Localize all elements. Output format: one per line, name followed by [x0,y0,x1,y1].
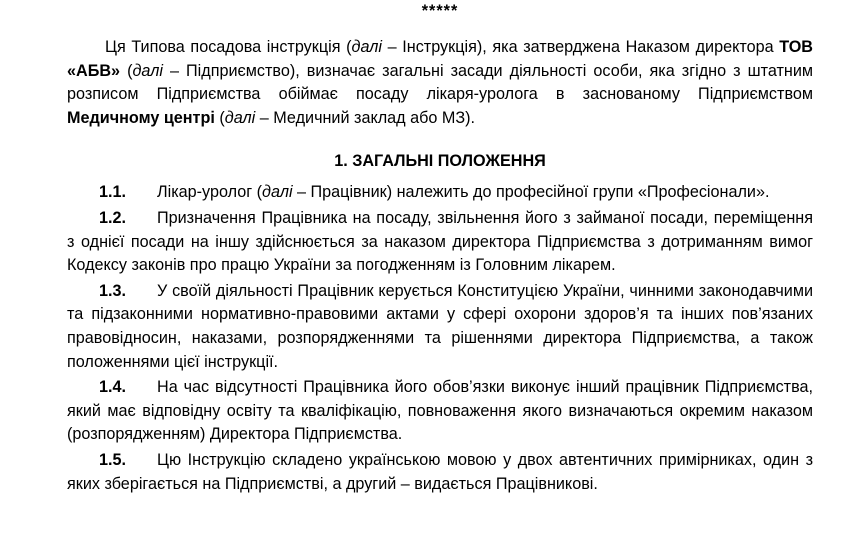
clause-1-5 [67,449,813,496]
clause-1-2 [67,207,813,278]
clause-number: 1.4. [99,378,127,397]
clause-text: У своїй діяльності Працівник керується Конституцією України, чинними законодавчими та підзаконними нормативно-правовими актами у сфері охорони здоров’я та інших пов’язаних правовідносин, наказами, розпорядженнями та рішеннями директора Підприємства, а також положеннями цієї інструкції. [67,281,813,371]
intro-text: – Медичний заклад або МЗ). [255,108,476,127]
intro-paragraph [67,36,813,130]
clause-text: Призначення Працівника на посаду, звільнення його з займаної посади, переміщення з однієї посади на іншу здійснюється за наказом директора Підприємства з дотриманням вимог Кодексу законів про працю України за погодженням із Головним лікарем. [67,208,813,275]
intro-text: Ця Типова посадова інструкція ( [105,38,352,56]
clause-text: На час відсутності Працівника його обов’язки виконує інший працівник Підприємства, який має відповідну освіту та кваліфікацію, повноваження якого визначаються окремим наказом (розпорядженням) Директора Підприємства. [67,378,813,444]
clause-dali: далі [262,183,293,202]
section-heading: 1. ЗАГАЛЬНІ ПОЛОЖЕННЯ [334,152,546,171]
intro-dali: далі [224,108,256,127]
company-name: ТОВ «АБВ» [67,38,813,80]
clause-text: Лікар-уролог ( [157,183,263,202]
clause-number: 1.3. [99,281,127,300]
clause-1-1 [67,181,813,205]
clause-text: Цю Інструкцію складено українською мовою у двох автентичних примірниках, один з яких зберігається на Підприємстві, а другий – видається Працівникові. [67,450,813,493]
clause-1-4 [67,376,813,447]
clause-text: – Працівник) належить до професійної групи «Професіонали». [292,183,770,202]
document-page [67,0,813,498]
intro-dali: далі [351,38,382,56]
intro-text: – Інструкція), яка затверджена Наказом директора [382,38,780,56]
medical-center-name: Медичному центрі [67,108,215,127]
separator-stars: ***** [421,2,459,20]
clause-1-3 [67,280,813,374]
clause-number: 1.2. [99,208,127,227]
clause-number: 1.5. [99,450,127,469]
intro-dali: далі [132,61,163,80]
intro-text: – Підприємство), визначає загальні засади діяльності особи, яка згідно з штатним розписом Підприємства обіймає посаду лікаря-уролога в заснованому Підприємством [67,61,813,104]
intro-text: ( [120,61,133,80]
intro-text: ( [214,108,225,127]
clause-number: 1.1. [99,183,127,202]
